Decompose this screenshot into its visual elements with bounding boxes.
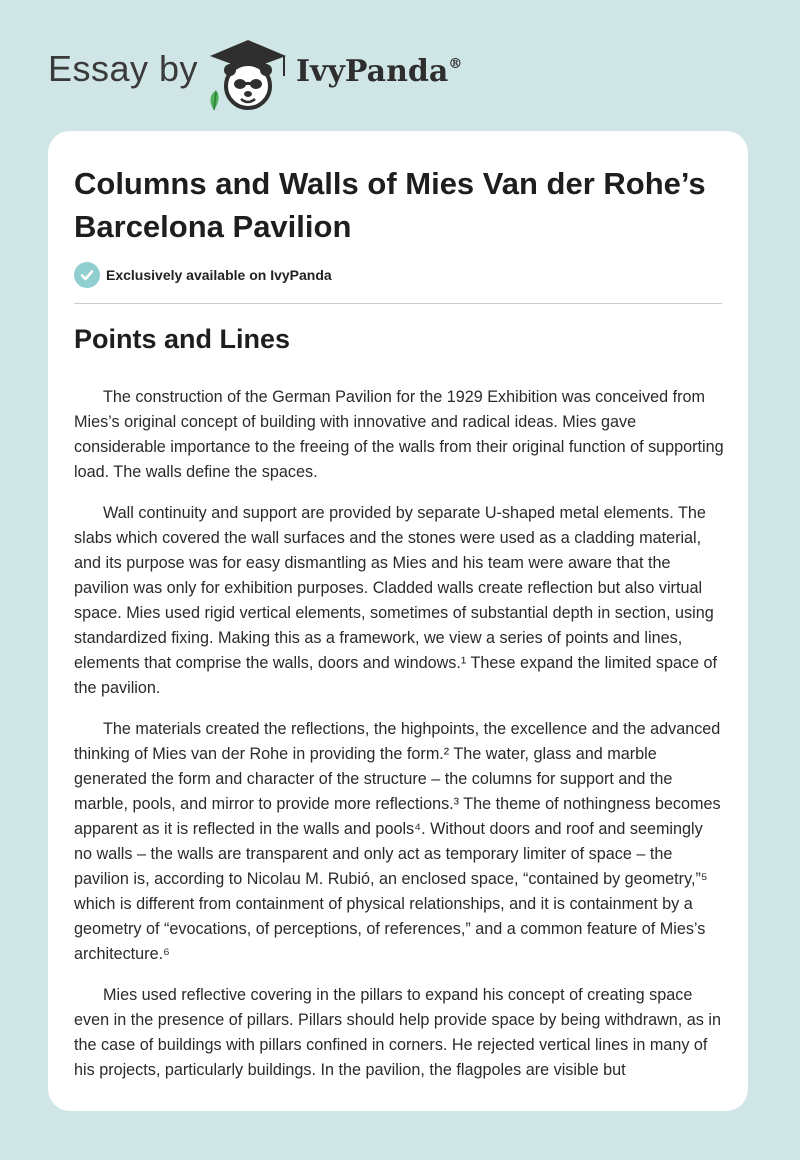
brand-name[interactable]	[296, 54, 462, 89]
panda-logo-icon[interactable]	[200, 34, 290, 114]
divider	[74, 303, 722, 304]
paragraph: Wall continuity and support are provided by separate U-shaped metal elements. The slabs which covered the wall surfaces and the stones were used as a cladding material, and its purpose was for easy dismantling as Mies and his team were aware that the pavilion was only for exhibition purposes. Cladded walls create reflection but also virtual space. Mies used rigid vertical elements, sometimes of substantial depth in section, using standardized fixing. Making this as a framework, we view a series of points and lines, elements that comprise the walls, doors and windows.¹ These expand the limited space of the pavilion.	[74, 504, 718, 697]
brand-text: IvyPanda	[296, 54, 449, 89]
essay-card	[48, 131, 748, 1111]
essay-title: Columns and Walls of Mies Van der Rohe’s Barcelona Pavilion	[74, 166, 706, 244]
section-heading: Points and Lines	[74, 324, 291, 354]
paragraph: The materials created the reflections, the highpoints, the excellence and the advanced thinking of Mies van der Rohe in providing the form.² The water, glass and marble generated the form and character of the structure – the columns for support and the marble, pools, and mirror to provide more reflections.³ The theme of nothingness becomes apparent as it is reflected in the walls and pools⁴. Without doors and roof and seemingly no walls – the walls are transparent and only act as temporary limiter of space – the pavilion is, according to Nicolau M. Rubió, an enclosed space, “contained by geometry,”⁵ which is different from containment of physical relationships, and it is containment by a geometry of “evocations, of perceptions, of references,” and a common feature of Mies’s architecture.⁶	[74, 720, 721, 963]
registered-mark: ®	[448, 56, 463, 72]
paragraph: Mies used reflective covering in the pillars to expand his concept of creating space even in the presence of pillars. Pillars should help provide space by being withdrawn, as in the case of buildings with pillars confined in corners. He rejected vertical lines in many of his projects, particularly buildings. In the pavilion, the flagpoles are visible but	[74, 986, 721, 1079]
essay-by-label: Essay by	[48, 48, 199, 89]
exclusive-text: Exclusively available on IvyPanda	[106, 267, 332, 283]
site-header	[48, 34, 508, 114]
essay-body	[74, 385, 724, 1099]
check-icon	[74, 262, 100, 288]
paragraph: The construction of the German Pavilion for the 1929 Exhibition was conceived from Mies’s original concept of building with innovative and radical ideas. Mies gave considerable importance to the freeing of the walls from their original function of supporting load. The walls define the spaces.	[74, 388, 724, 481]
exclusive-badge	[74, 261, 332, 289]
